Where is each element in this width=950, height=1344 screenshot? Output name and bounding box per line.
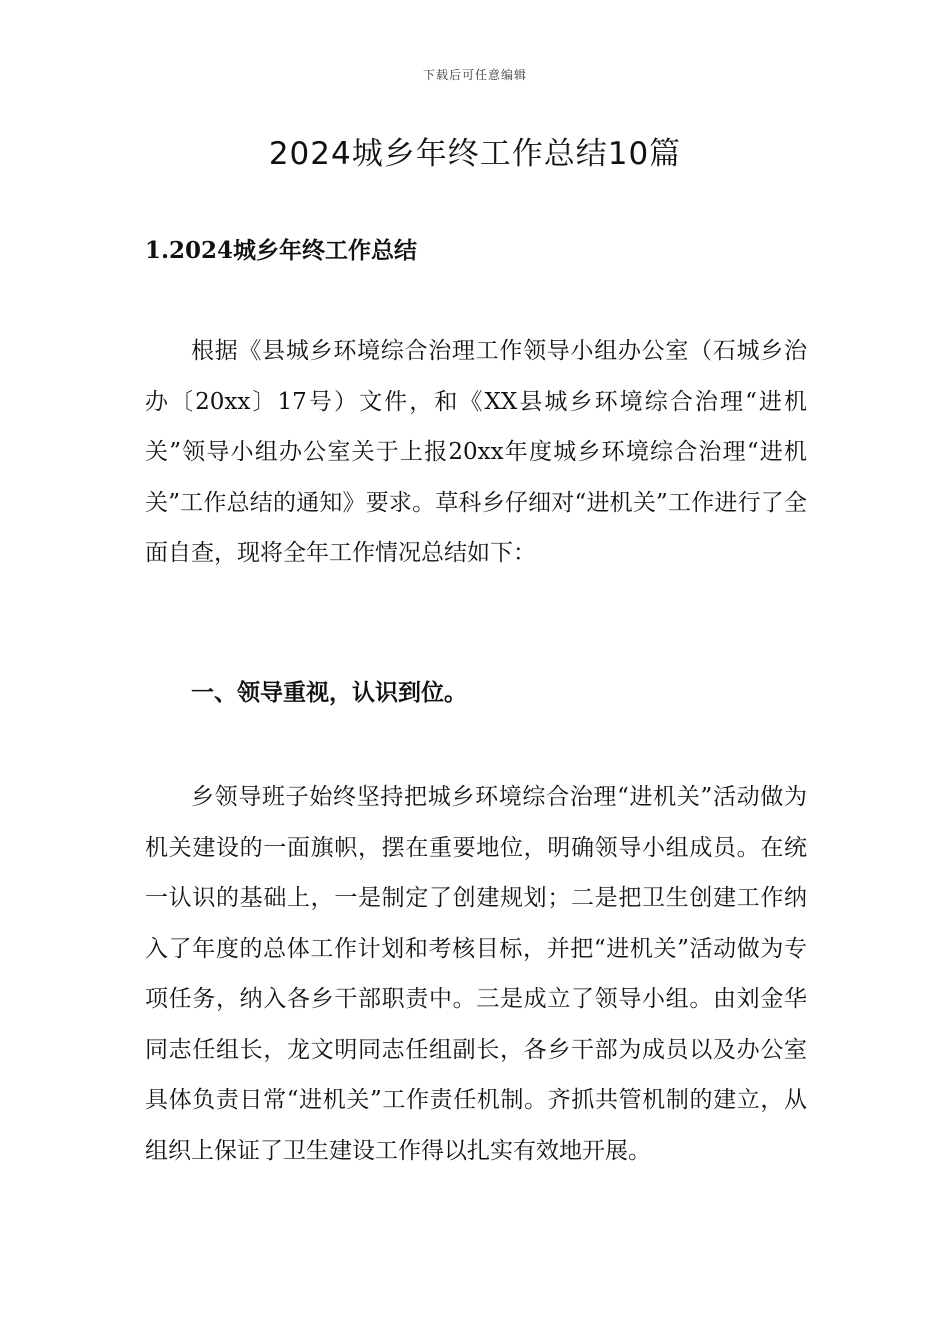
paragraph-leadership: 乡领导班子始终坚持把城乡环境综合治理“进机关”活动做为机关建设的一面旗帜，摆在重要地位，明确领导小组成员。在统一认识的基础上，一是制定了创建规划；二是把卫生创建工作纳入了年度的总体工作计划和考核目标，并把“进机关”活动做为专项任务，纳入各乡干部职责中。三是成立了领导小组。由刘金华同志任组长，龙文明同志任组副长，各乡干部为成员以及办公室具体负责日常“进机关”工作责任机制。齐抓共管机制的建立，从组织上保证了卫生建设工作得以扎实有效地开展。 xyxy=(145,784,807,1164)
paragraph-intro: 根据《县城乡环境综合治理工作领导小组办公室（石城乡治办〔20xx〕17号）文件，和《XX县城乡环境综合治理“进机关”领导小组办公室关于上报20xx年度城乡环境综合治理“进机关”工作总结的通知》要求。草科乡仔细对“进机关”工作进行了全面自查，现将全年工作情况总结如下： xyxy=(145,338,807,566)
header-note: 下载后可任意编辑 xyxy=(422,68,527,82)
sub-heading-leadership: 一、领导重视，认识到位。 xyxy=(191,679,467,706)
document-title: 2024城乡年终工作总结10篇 xyxy=(268,136,682,172)
section-heading: 1.2024城乡年终工作总结 xyxy=(145,237,418,264)
